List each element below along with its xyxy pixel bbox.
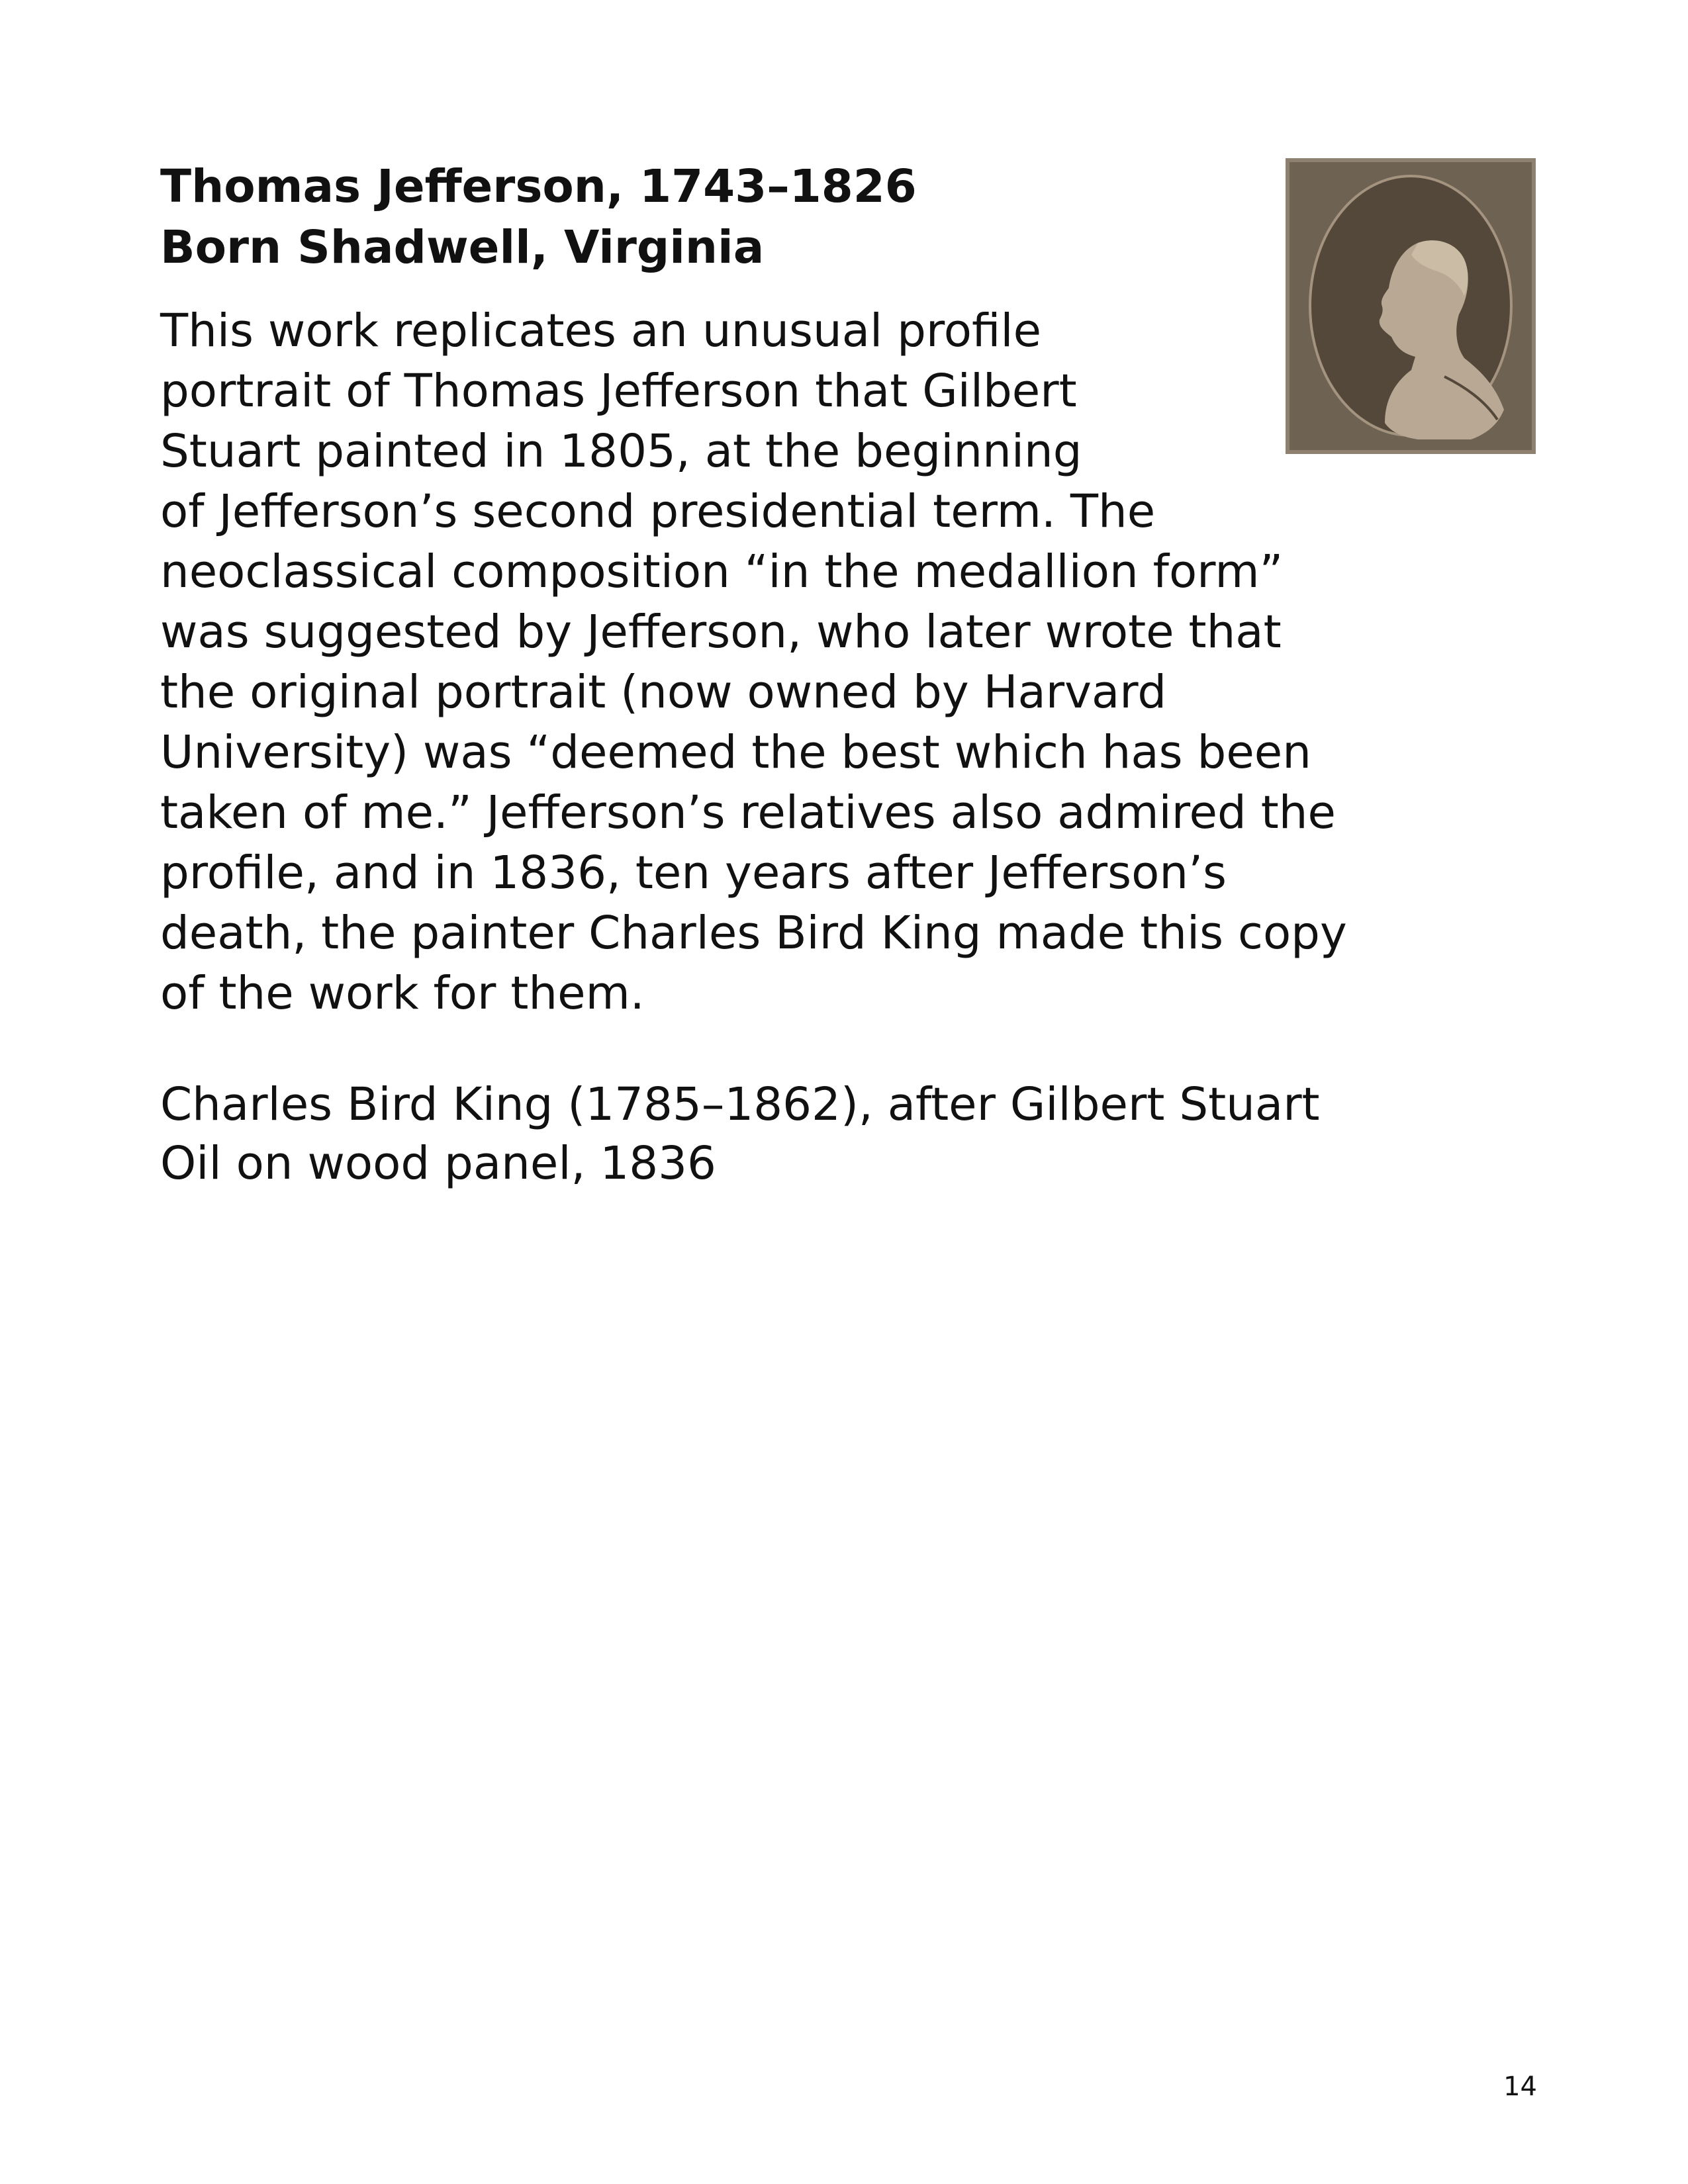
description-line: neoclassical composition “in the medallion form” (160, 545, 1284, 598)
heading (160, 156, 1233, 278)
description-line: This work replicates an unusual profile (160, 304, 1042, 357)
heading-title: Thomas Jefferson, 1743–1826 (160, 160, 917, 213)
description-line: was suggested by Jefferson, who later wrote that (160, 606, 1282, 659)
description-line: of Jefferson’s second presidential term. The (160, 485, 1156, 538)
description-line: Stuart painted in 1805, at the beginning (160, 425, 1082, 478)
heading-subtitle: Born Shadwell, Virginia (160, 221, 765, 274)
description-line: portrait of Thomas Jefferson that Gilbert (160, 365, 1077, 418)
description-line: the original portrait (now owned by Harvard (160, 666, 1167, 719)
description-line: profile, and in 1836, ten years after Jefferson’s (160, 846, 1227, 899)
description-line: taken of me.” Jefferson’s relatives also admired the (160, 786, 1336, 839)
description-paragraph (160, 301, 1537, 1024)
credit-artist: Charles Bird King (1785–1862), after Gilbert Stuart (160, 1078, 1320, 1131)
page-number: 14 (1503, 2071, 1537, 2102)
artwork-credit (160, 1075, 1537, 1193)
description-line: of the work for them. (160, 967, 645, 1020)
description-line: death, the painter Charles Bird King made this copy (160, 907, 1347, 960)
credit-medium: Oil on wood panel, 1836 (160, 1137, 716, 1190)
description-line: University) was “deemed the best which has been (160, 726, 1311, 779)
